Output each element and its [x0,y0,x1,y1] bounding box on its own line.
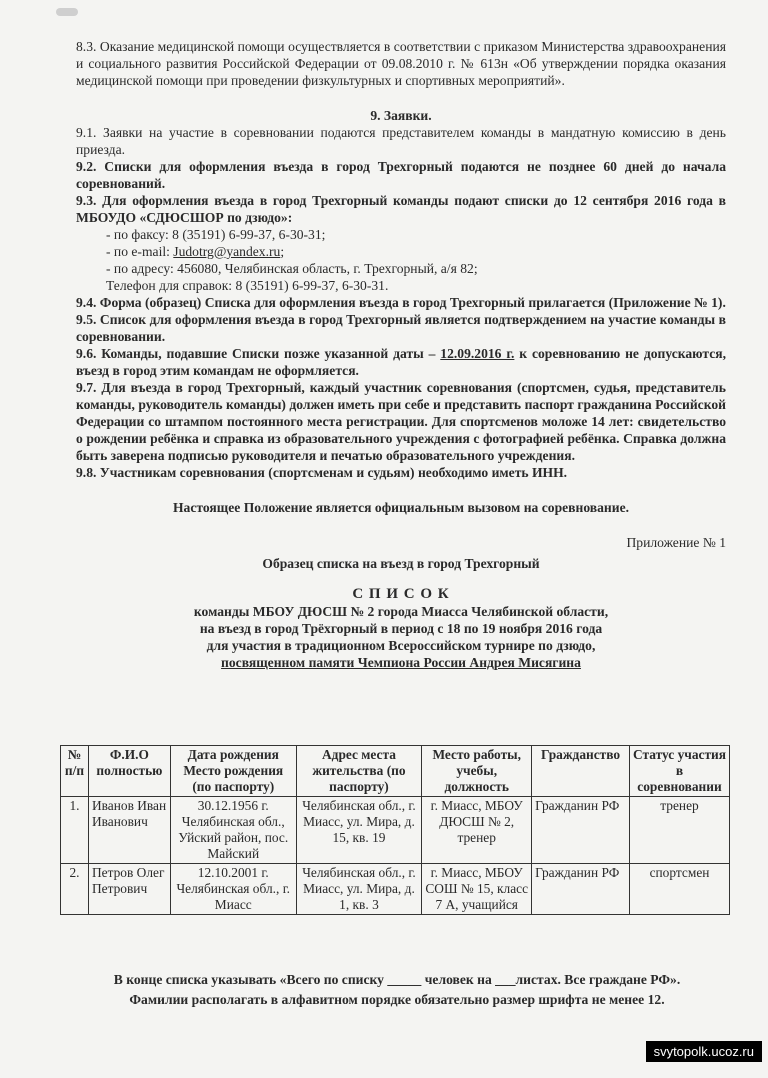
list-heading: С П И С О К [352,586,450,602]
scan-artifact [56,8,78,16]
header-address: Адрес места жительства (по паспорту) [296,746,422,797]
p9-6-start: 9.6. Команды, подавшие Списки позже указанной даты – [76,346,441,361]
p9-6-end: к соревнованию не допускаются, въезд в город этим командам не оформляется. [76,346,727,378]
contact-phone: Телефон для справок: 8 (35191) 6-99-37, 6-30-31. [106,278,389,293]
document-body [76,38,726,671]
contact-fax: - по факсу: 8 (35191) 6-99-37, 6-30-31; [106,227,326,242]
cell-number: 2. [61,864,89,915]
cell-citizenship: Гражданин РФ [532,797,630,864]
footer-line-2: Фамилии располагать в алфавитном порядке обязательно размер шрифта не менее 12. [129,992,665,1007]
paragraph-9-4: 9.4. Форма (образец) Списка для оформления въезда в город Трехгорный прилагается (Приложение № 1). [76,295,726,310]
cell-birth: 12.10.2001 г. Челябинская обл., г. Миасс [170,864,296,915]
cell-status: тренер [630,797,730,864]
table-row [61,797,730,864]
team-line-4: посвященном памяти Чемпиона России Андрея Мисягина [221,655,581,670]
paragraph-9-1: 9.1. Заявки на участие в соревновании подаются представителем команды в мандатную комиссию в день приезда. [76,125,726,157]
cell-status: спортсмен [630,864,730,915]
paragraph-9-5: 9.5. Список для оформления въезда в город Трехгорный является подтверждением на участие команды в соревновании. [76,312,726,344]
paragraph-9-7: 9.7. Для въезда в город Трехгорный, каждый участник соревнования (спортсмен, судья, представитель команды, руководитель команды) должен иметь при себе и представить паспорт гражданина Российской Федерации со штампом постоянного места регистрации. Для спортсменов моложе 14 лет: свидетельство о рождении ребёнка и справка из образовательного учреждения с фотографией ребёнка. Справка должна быть заверена подписью руководителя и печатью образовательного учреждения. [76,380,726,463]
deadline-date: 12.09.2016 г. [440,346,515,361]
official-notice: Настоящее Положение является официальным вызовом на соревнование. [172,500,630,515]
cell-birth: 30.12.1956 г. Челябинская обл., Уйский район, пос. Майский [170,797,296,864]
header-name: Ф.И.О полностью [88,746,170,797]
cell-name: Иванов Иван Иванович [88,797,170,864]
paragraph-8-3: 8.3. Оказание медицинской помощи осуществляется в соответствии с приказом Министерства здравоохранения и социального развития Российской Федерации от 09.08.2010 г. № 613н «Об утверждении порядка оказания медицинской помощи при проведении физкультурных и спортивных мероприятий». [76,39,726,88]
cell-address: Челябинская обл., г. Миасс, ул. Мира, д. 1, кв. 3 [296,864,422,915]
paragraph-9-8: 9.8. Участникам соревнования (спортсменам и судьям) необходимо иметь ИНН. [76,465,568,480]
team-line-2: на въезд в город Трёхгорный в период с 18 по 19 ноября 2016 года [199,621,603,636]
header-status: Статус участия в соревновании [630,746,730,797]
cell-citizenship: Гражданин РФ [532,864,630,915]
list-footer-note [62,970,732,1010]
team-line-1: команды МБОУ ДЮСШ № 2 города Миасса Челябинской области, [193,604,609,619]
paragraph-9-2: 9.2. Списки для оформления въезда в город Трехгорный подаются не позднее 60 дней до начала соревнований. [76,159,726,191]
cell-name: Петров Олег Петрович [88,864,170,915]
email-prefix: - по e-mail: [106,244,174,259]
table-row [61,864,730,915]
contact-address: - по адресу: 456080, Челябинская область, г. Трехгорный, а/я 82; [106,261,478,276]
cell-number: 1. [61,797,89,864]
participants-table [60,745,730,915]
sample-title: Образец списка на въезд в город Трехгорный [262,556,540,571]
email-suffix: ; [280,244,285,259]
cell-work: г. Миасс, МБОУ ДЮСШ № 2, тренер [422,797,532,864]
email-link[interactable]: Judotrg@yandex.ru [173,244,281,259]
contact-email [76,243,726,260]
appendix-label: Приложение № 1 [626,535,726,550]
table-header-row [61,746,730,797]
footer-line-1: В конце списка указывать «Всего по списку _____ человек на ___листах. Все граждане РФ». [113,972,681,987]
paragraph-9-6 [76,345,726,379]
site-watermark: svytopolk.ucoz.ru [646,1041,762,1062]
cell-work: г. Миасс, МБОУ СОШ № 15, класс 7 А, учащийся [422,864,532,915]
header-citizenship: Гражданство [532,746,630,797]
paragraph-9-3: 9.3. Для оформления въезда в город Трехгорный команды подают списки до 12 сентября 2016 года в МБОУДО «СДЮСШОР по дзюдо»: [76,193,726,225]
cell-address: Челябинская обл., г. Миасс, ул. Мира, д. 15, кв. 19 [296,797,422,864]
header-birth: Дата рождения Место рождения (по паспорту) [170,746,296,797]
team-line-3: для участия в традиционном Всероссийском турнире по дзюдо, [206,638,596,653]
section-9-title: 9. Заявки. [370,108,432,123]
header-number: № п/п [61,746,89,797]
header-work: Место работы, учебы, должность [422,746,532,797]
